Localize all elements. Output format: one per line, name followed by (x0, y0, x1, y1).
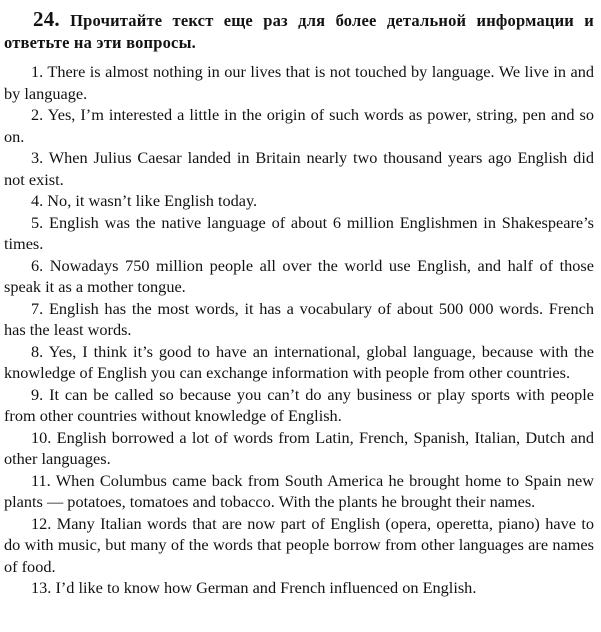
answer-number: 10. (31, 427, 52, 447)
answer-item-1 (4, 61, 594, 104)
answer-item-10 (4, 427, 594, 470)
answer-item-9 (4, 384, 594, 427)
answer-item-8 (4, 341, 594, 384)
answer-number: 6. (31, 255, 44, 275)
answer-item-12 (4, 513, 594, 578)
answer-item-2 (4, 104, 594, 147)
answer-number: 2. (31, 105, 44, 124)
answer-item-5 (4, 212, 594, 255)
answer-number: 11. (31, 470, 51, 490)
answer-text: Yes, I’m interested a little in the origin of such words as power, string, pen and so on. (4, 105, 595, 146)
answer-item-13 (4, 577, 594, 599)
answer-number: 1. (31, 62, 44, 81)
answer-number: 12. (31, 513, 52, 533)
answer-text: It can be called so because you can’t do any business or play sports with people from other countries without knowledge of English. (4, 384, 595, 425)
exercise-heading (4, 9, 594, 53)
answer-item-7 (4, 298, 594, 341)
answer-item-6 (4, 255, 594, 298)
answer-text: There is almost nothing in our lives that is not touched by language. We live in and by language. (4, 62, 594, 103)
answer-item-11 (4, 470, 594, 513)
answer-text: When Columbus came back from South America he brought home to Spain new plants — potatoes, tomatoes and tobacco. With the plants he brought their names. (4, 470, 594, 511)
answer-item-4 (4, 190, 594, 212)
exercise-number: 24. (33, 7, 60, 31)
answer-text: When Julius Caesar landed in Britain nearly two thousand years ago English did not exist. (4, 148, 594, 189)
answer-number: 4. (31, 191, 44, 210)
answer-text: English was the native language of about 6 million Englishmen in Shakespeare’s times. (4, 212, 594, 253)
answer-text: Nowadays 750 million people all over the world use English, and half of those speak it as a mother tongue. (4, 255, 594, 296)
answer-number: 8. (31, 341, 44, 361)
answer-text: I’d like to know how German and French influenced on English. (55, 578, 477, 597)
answer-number: 7. (31, 298, 44, 318)
answer-text: No, it wasn’t like English today. (47, 191, 258, 210)
answer-item-3 (4, 147, 594, 190)
exercise-instruction: Прочитайте текст еще раз для более детальной информации и ответьте на эти вопросы. (4, 11, 594, 52)
answer-number: 13. (31, 578, 52, 597)
answer-text: English borrowed a lot of words from Latin, French, Spanish, Italian, Dutch and other languages. (4, 427, 594, 468)
answer-text: Many Italian words that are now part of English (opera, operetta, piano) have to do with music, but many of the words that people borrow from other languages are names of food. (4, 513, 594, 576)
answer-number: 3. (31, 148, 44, 167)
answer-text: Yes, I think it’s good to have an international, global language, because with the knowledge of English you can exchange information with people from other countries. (4, 341, 594, 382)
answer-number: 9. (31, 384, 44, 404)
answer-text: English has the most words, it has a vocabulary of about 500 000 words. French has the least words. (4, 298, 594, 339)
answer-number: 5. (31, 212, 44, 232)
